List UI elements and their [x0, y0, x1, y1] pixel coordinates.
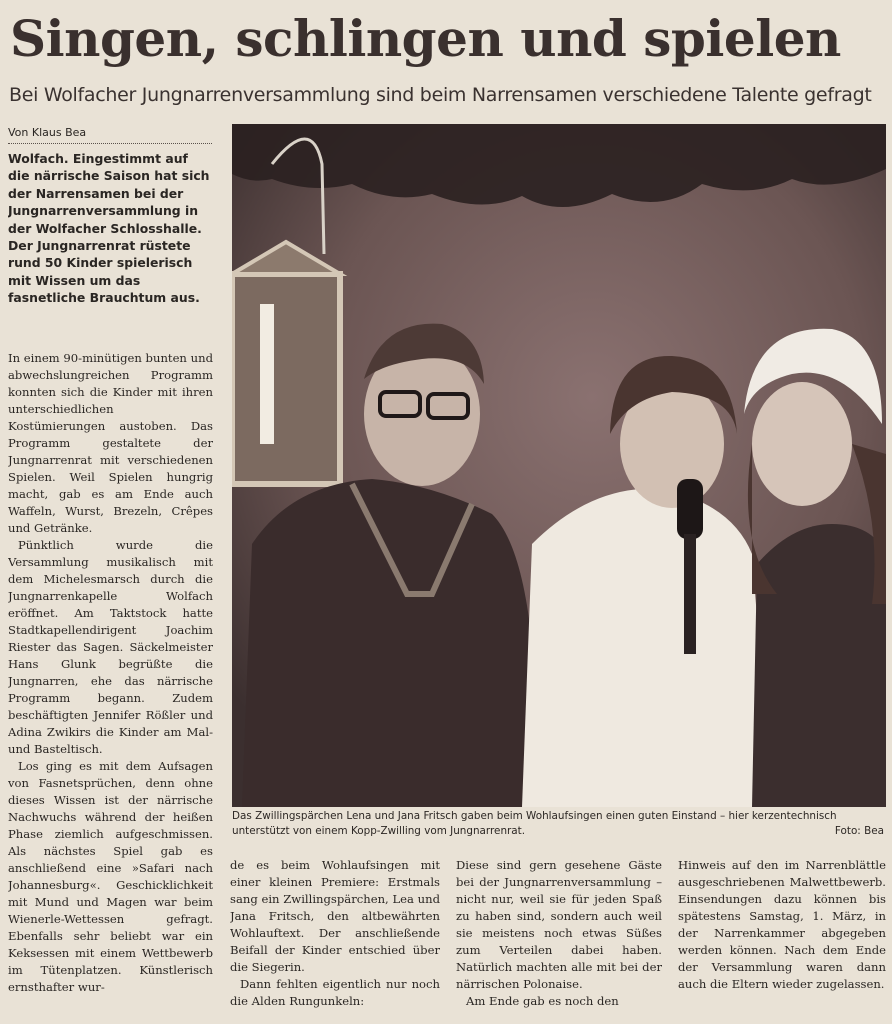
paragraph: Hinweis auf den im Narrenblättle ausgeschriebenen Malwettbewerb. Einsendungen dazu können bis spätestens Samstag, 1. März, in der Narrenkammer abgegeben werden können. Nach dem Ende der Versammlung waren dann auch die Eltern wieder zugelassen.	[678, 858, 886, 991]
photo-caption	[232, 809, 886, 839]
paragraph: In einem 90-minütigen bunten und abwechslungreichen Programm konnten sich die Kinder mit ihren unterschiedlichen Kostümierungen austoben. Das Programm gestaltete der Jungnarrenrat mit verschiedenen Spielen. Weil Spielen hungrig macht, gab es am Ende auch Waffeln, Wurst, Brezeln, Crêpes und Getränke.	[8, 351, 213, 535]
photo-credit: Foto: Bea	[834, 825, 884, 837]
paragraph: Diese sind gern gesehene Gäste bei der Jungnarrenversammlung – nicht nur, weil sie für jeden Spaß zu haben sind, sondern auch weil sie meistens noch etwas Süßes zum Verteilen dabei haben. Natürlich machten alle mit bei der närrischen Polonaise.	[456, 858, 662, 991]
article-column-2	[230, 857, 440, 1024]
paragraph: Am Ende gab es noch den	[466, 994, 619, 1008]
headline: Singen, schlingen und spielen	[10, 9, 841, 68]
subheadline: Bei Wolfacher Jungnarrenversammlung sind beim Narrensamen verschiedene Talente gefragt	[9, 84, 872, 106]
paragraph: de es beim Wohlaufsingen mit einer kleinen Premiere: Erstmals sang ein Zwillingspärchen, Lea und Jana Fritsch, den altbewährten Wohlauftext. Der anschließende Beifall der Kinder entschied über die Siegerin.	[230, 858, 440, 974]
paragraph: Dann fehlten eigentlich nur noch die Alden Rungunkeln:	[230, 977, 440, 1008]
article-photo	[232, 124, 886, 807]
paragraph: Los ging es mit dem Aufsagen von Fasnetsprüchen, denn ohne dieses Wissen ist der närrische Nachwuchs während der heißen Phase ziemlich aufgeschmissen. Als nächstes Spiel gab es anschließend eine »Safari nach Johannesburg«. Geschicklichkeit mit Mund und Magen war beim Wienerle-Wettessen gefragt. Ebenfalls sehr beliebt war ein Keksessen mit einem Wettbewerb im Tütenplatzen. Künstlerisch ernsthafter wur-	[8, 759, 213, 994]
article-column-1	[8, 350, 213, 1022]
paragraph: Pünktlich wurde die Versammlung musikalisch mit dem Michelesmarsch durch die Jungnarrenkapelle Wolfach eröffnet. Am Taktstock hatte Stadtkapellendirigent Joachim Riester das Sagen. Säckelmeister Hans Glunk begrüßte die Jungnarren, ehe das närrische Programm begann. Zudem beschäftigten Jennifer Rößler und Adina Zwikirs die Kinder am Mal- und Basteltisch.	[8, 538, 213, 756]
photo-illustration	[232, 124, 886, 807]
lead-paragraph: Wolfach. Eingestimmt auf die närrische Saison hat sich der Narrensamen bei der Jungnarrenversammlung in der Wolfacher Schlosshalle. Der Jungnarrenrat rüstete rund 50 Kinder spielerisch mit Wissen um das fasnetliche Brauchtum aus.	[8, 151, 210, 306]
byline: Von Klaus Bea	[8, 126, 212, 144]
article-column-3	[456, 857, 662, 1024]
article-column-4	[678, 857, 886, 1024]
caption-text: Das Zwillingspärchen Lena und Jana Fritsch gaben beim Wohlaufsingen einen guten Einstand – hier kerzentechnisch unterstützt von einem Kopp-Zwilling vom Jungnarrenrat.	[232, 810, 837, 837]
